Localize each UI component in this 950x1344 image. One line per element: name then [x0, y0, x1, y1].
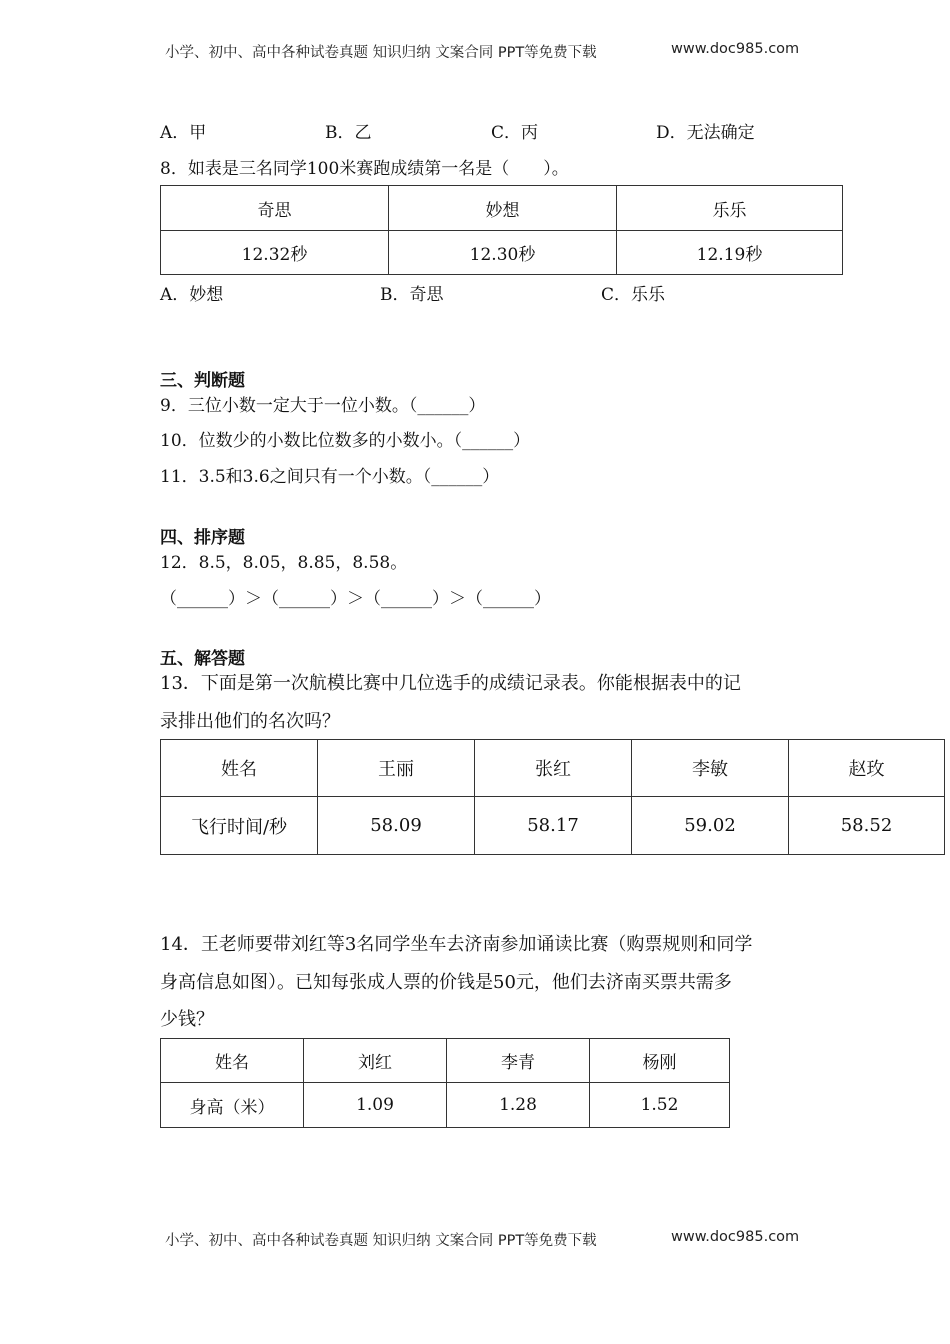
q13-header-cell: 王丽 — [318, 740, 475, 797]
q13-table — [160, 739, 945, 855]
q13-row-cell: 58.17 — [475, 797, 632, 855]
q14-row-cell: 1.28 — [447, 1083, 590, 1128]
q14-line3: 少钱？ — [160, 1009, 214, 1030]
q13-header-cell: 赵玫 — [789, 740, 945, 797]
q9: 9．三位小数一定大于一位小数。（______） — [160, 396, 486, 416]
q13-row-cell: 58.09 — [318, 797, 475, 855]
q13-row-cell: 飞行时间/秒 — [161, 797, 318, 855]
q7-option-c: C．丙 — [491, 123, 539, 143]
q13-header-cell: 李敏 — [632, 740, 789, 797]
q14-line1: 14．王老师要带刘红等3名同学坐车去济南参加诵读比赛（购票规则和同学 — [160, 934, 753, 955]
section-3-title: 三、判断题 — [160, 371, 245, 391]
q11: 11．3.5和3.6之间只有一个小数。（______） — [160, 467, 500, 487]
q13-row-cell: 59.02 — [632, 797, 789, 855]
q12-blanks: （______）＞（______）＞（______）＞（______） — [160, 589, 551, 609]
q7-option-a: A．甲 — [160, 123, 207, 143]
q7-option-d: D．无法确定 — [656, 123, 755, 143]
q8-time-cell: 12.32秒 — [161, 231, 389, 275]
q8-time-cell: 12.19秒 — [617, 231, 843, 275]
page-header — [165, 41, 805, 62]
q8-name-cell: 奇思 — [161, 186, 389, 231]
section-5-title: 五、解答题 — [160, 649, 245, 669]
q14-header-cell: 李青 — [447, 1039, 590, 1083]
q14-table — [160, 1038, 730, 1128]
q8-time-cell: 12.30秒 — [389, 231, 617, 275]
q8-name-cell: 妙想 — [389, 186, 617, 231]
q8-option-c: C．乐乐 — [601, 285, 666, 305]
q14-line2: 身高信息如图）。已知每张成人票的价钱是50元，他们去济南买票共需多 — [160, 972, 732, 993]
header-url[interactable]: www.doc985.com — [671, 41, 800, 57]
q14-row-cell: 1.52 — [590, 1083, 730, 1128]
q12: 12．8.5，8.05，8.85，8.58。 — [160, 553, 408, 573]
q8-option-a: A．妙想 — [160, 285, 224, 305]
section-4-title: 四、排序题 — [160, 528, 245, 548]
page-footer — [165, 1229, 805, 1250]
q13-line1: 13．下面是第一次航模比赛中几位选手的成绩记录表。你能根据表中的记 — [160, 673, 741, 694]
q14-header-cell: 杨刚 — [590, 1039, 730, 1083]
q14-row-cell: 1.09 — [304, 1083, 447, 1128]
q14-header-cell: 姓名 — [161, 1039, 304, 1083]
q8-name-cell: 乐乐 — [617, 186, 843, 231]
q14-row-cell: 身高（米） — [161, 1083, 304, 1128]
footer-text: 小学、初中、高中各种试卷真题 知识归纳 文案合同 PPT等免费下载 — [165, 1233, 597, 1249]
q13-header-cell: 姓名 — [161, 740, 318, 797]
q13-row-cell: 58.52 — [789, 797, 945, 855]
q10: 10．位数少的小数比位数多的小数小。（______） — [160, 431, 531, 451]
q13-header-cell: 张红 — [475, 740, 632, 797]
footer-url[interactable]: www.doc985.com — [671, 1229, 800, 1245]
q8-stem: 8．如表是三名同学100米赛跑成绩第一名是（ ）。 — [160, 159, 569, 179]
q8-table — [160, 185, 843, 275]
q14-header-cell: 刘红 — [304, 1039, 447, 1083]
header-text: 小学、初中、高中各种试卷真题 知识归纳 文案合同 PPT等免费下载 — [165, 45, 597, 61]
q8-option-b: B．奇思 — [380, 285, 444, 305]
q7-option-b: B．乙 — [325, 123, 372, 143]
q13-line2: 录排出他们的名次吗？ — [160, 711, 340, 732]
